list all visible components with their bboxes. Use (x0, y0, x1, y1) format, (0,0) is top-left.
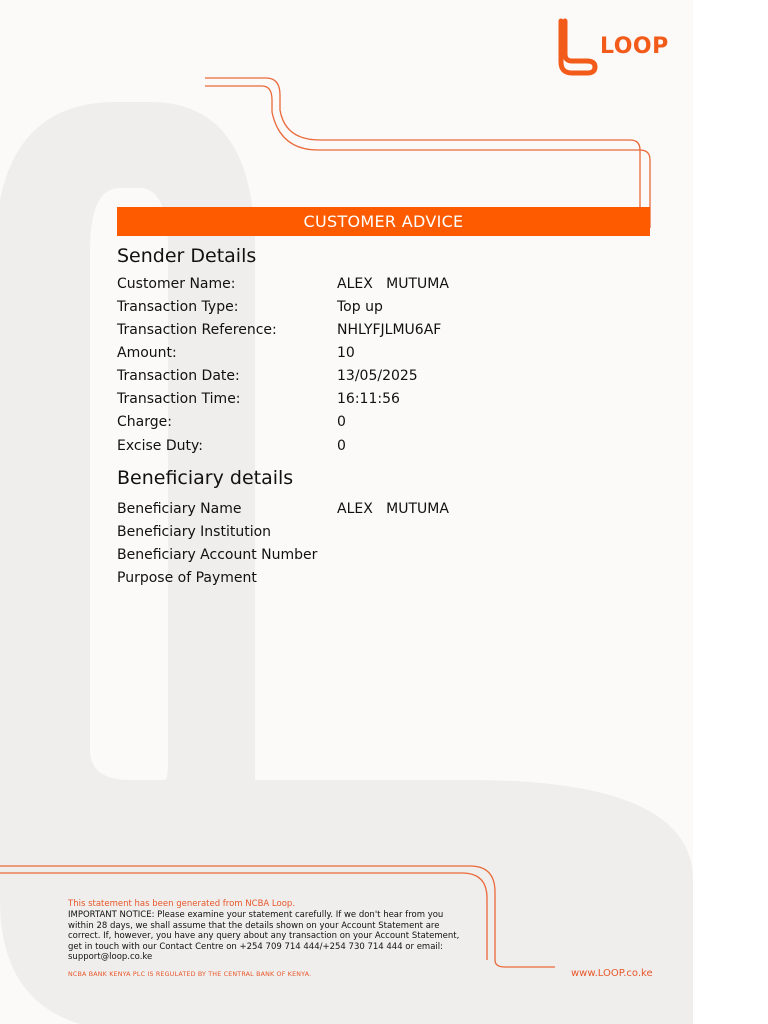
detail-label: Transaction Reference: (117, 322, 277, 338)
banner-title: CUSTOMER ADVICE (303, 212, 464, 231)
detail-value: 0 (337, 438, 346, 454)
detail-label: Transaction Type: (117, 299, 239, 315)
detail-label: Amount: (117, 345, 177, 361)
detail-label: Beneficiary Account Number (117, 547, 318, 563)
detail-label: Beneficiary Name (117, 501, 242, 517)
regulatory-note: NCBA BANK KENYA PLC IS REGULATED BY THE CENTRAL BANK OF KENYA. (68, 971, 312, 978)
detail-label: Customer Name: (117, 276, 236, 292)
detail-label: Transaction Time: (117, 391, 241, 407)
detail-label: Transaction Date: (117, 368, 240, 384)
detail-value: Top up (337, 299, 383, 315)
loop-l-icon (552, 18, 598, 78)
detail-value: 10 (337, 345, 355, 361)
beneficiary-details-heading: Beneficiary details (117, 467, 294, 489)
detail-value: 0 (337, 414, 346, 430)
detail-value: ALEX MUTUMA (337, 276, 449, 292)
sender-details-heading: Sender Details (117, 245, 257, 267)
customer-advice-banner (117, 207, 650, 236)
detail-label: Beneficiary Institution (117, 524, 272, 540)
website-link[interactable]: www.LOOP.co.ke (571, 968, 653, 979)
important-notice: IMPORTANT NOTICE: Please examine your statement carefully. If we don't hear from you within 28 days, we shall assume that the details shown on your Account Statement are correct. If, however, you have any query about any transaction on your Account Statement, get in touch with our Contact Centre on +254 709 714 444/+254 730 714 444 or email: support@loop.co.ke (68, 910, 460, 962)
loop-logo (552, 18, 669, 78)
detail-label: Excise Duty: (117, 438, 203, 454)
detail-label: Charge: (117, 414, 172, 430)
detail-value: ALEX MUTUMA (337, 501, 449, 517)
generated-note: This statement has been generated from NCBA Loop. (68, 899, 296, 909)
detail-value: 16:11:56 (337, 391, 400, 407)
detail-label: Purpose of Payment (117, 570, 257, 586)
detail-value: 13/05/2025 (337, 368, 418, 384)
detail-value: NHLYFJLMU6AF (337, 322, 442, 338)
logo-text: LOOP (600, 33, 669, 59)
